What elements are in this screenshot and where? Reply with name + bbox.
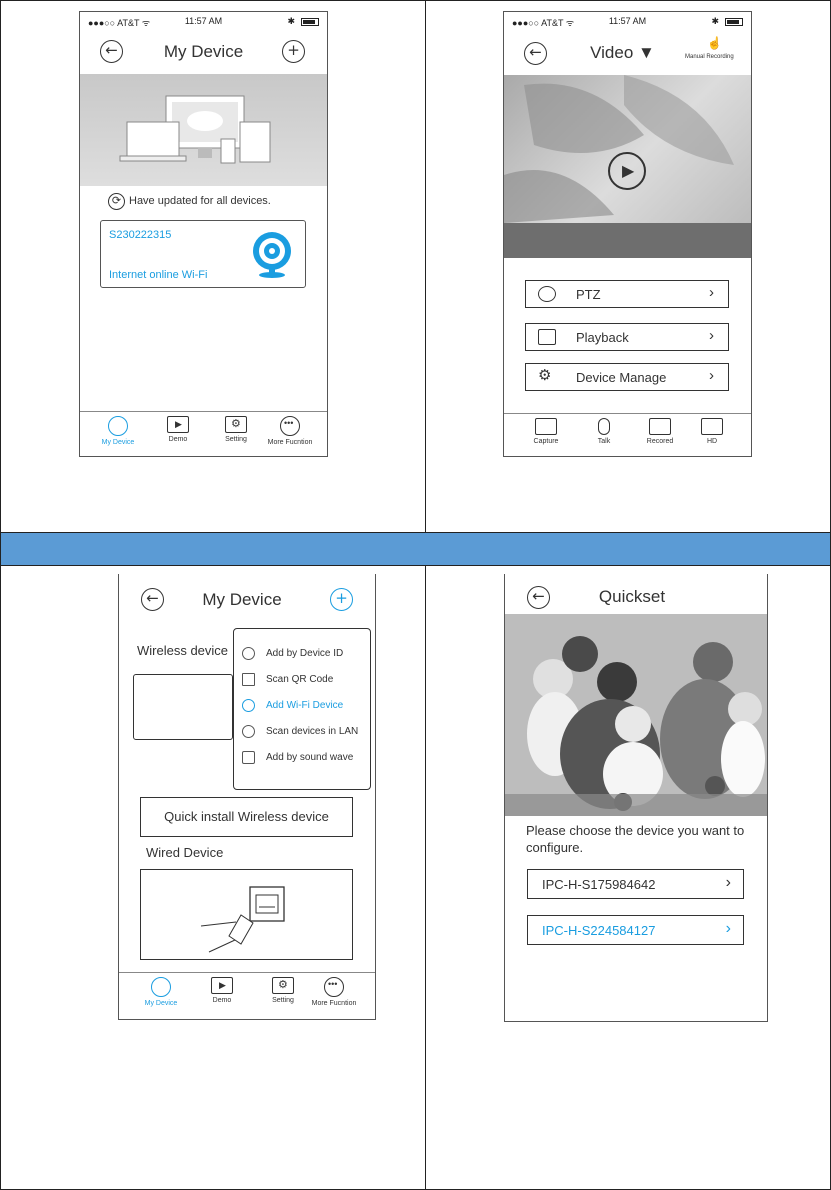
clock-text: 11:57 AM bbox=[184, 16, 223, 26]
dropdown-label: Add Wi-Fi Device bbox=[266, 700, 344, 711]
update-status-text: Have updated for all devices. bbox=[129, 195, 271, 207]
carrier-text: ●●●○○ AT&T ᯤ bbox=[512, 18, 575, 28]
sound-wave-icon bbox=[242, 751, 255, 764]
dropdown-label: Scan devices in LAN bbox=[266, 726, 359, 737]
tab-label: My Device bbox=[101, 439, 135, 446]
wifi-icon bbox=[242, 699, 255, 712]
status-bar bbox=[80, 16, 327, 30]
play-icon[interactable]: ▶ bbox=[608, 152, 646, 190]
wired-device-box[interactable] bbox=[140, 869, 353, 960]
panel-quickset bbox=[504, 574, 768, 1022]
video-icon bbox=[649, 418, 671, 435]
grid-border-left bbox=[0, 0, 1, 1190]
dropdown-label: Add by Device ID bbox=[266, 648, 344, 659]
tool-label: Recored bbox=[646, 438, 674, 445]
menu-label: Device Manage bbox=[576, 370, 667, 385]
plus-icon[interactable]: + bbox=[330, 588, 353, 611]
grid-divider-vertical-bottom bbox=[425, 565, 426, 1190]
panel-my-device bbox=[79, 11, 328, 457]
family-photo bbox=[505, 614, 768, 816]
menu-ptz[interactable] bbox=[525, 280, 729, 308]
battery-icon bbox=[725, 18, 743, 26]
plus-icon[interactable]: + bbox=[282, 40, 305, 63]
tab-my-device[interactable] bbox=[88, 412, 148, 446]
quick-install-button[interactable]: Quick install Wireless device bbox=[140, 797, 353, 837]
page-title: My Device bbox=[163, 42, 244, 61]
tool-talk[interactable] bbox=[574, 414, 634, 445]
tab-setting[interactable] bbox=[206, 412, 266, 443]
dropdown-label: Add by sound wave bbox=[266, 752, 354, 763]
chevron-right-icon: › bbox=[725, 874, 731, 891]
back-arrow-icon[interactable]: ← bbox=[524, 42, 547, 65]
clock-text: 11:57 AM bbox=[608, 16, 647, 26]
chevron-right-icon: › bbox=[725, 920, 731, 937]
gear-icon: ⚙ bbox=[225, 416, 247, 433]
ethernet-plug-illustration bbox=[141, 870, 354, 961]
video-tool-bar bbox=[504, 413, 751, 457]
qr-code-icon bbox=[242, 673, 255, 686]
wired-device-label: Wired Device bbox=[146, 845, 224, 860]
lan-icon bbox=[242, 725, 255, 738]
tool-label: Capture bbox=[533, 438, 559, 445]
gear-icon: ⚙ bbox=[272, 977, 294, 994]
family-photo-illustration bbox=[505, 614, 768, 816]
page-title: My Device bbox=[202, 590, 282, 609]
tab-label: Demo bbox=[168, 436, 188, 443]
tab-label: More Fucntion bbox=[311, 1000, 357, 1007]
back-arrow-icon[interactable]: ← bbox=[100, 40, 123, 63]
grid-divider-vertical-top bbox=[425, 0, 426, 533]
chevron-right-icon: › bbox=[709, 327, 714, 344]
devices-banner bbox=[80, 74, 328, 186]
menu-playback[interactable] bbox=[525, 323, 729, 351]
playback-icon bbox=[538, 329, 556, 345]
panel-video bbox=[503, 11, 752, 457]
device-option-label: IPC-H-S175984642 bbox=[542, 877, 656, 892]
tab-label: Setting bbox=[225, 436, 247, 443]
chevron-right-icon: › bbox=[709, 284, 714, 301]
camera-icon bbox=[249, 229, 295, 279]
device-connection-status: Internet online Wi-Fi bbox=[109, 269, 208, 281]
tab-label: My Device bbox=[144, 1000, 178, 1007]
device-option-1[interactable] bbox=[527, 869, 744, 899]
more-icon: ••• bbox=[280, 416, 300, 436]
status-bar bbox=[504, 16, 751, 30]
tab-label: More Fucntion bbox=[267, 439, 313, 446]
device-option-label: IPC-H-S224584127 bbox=[542, 923, 656, 938]
dropdown-label: Scan QR Code bbox=[266, 674, 334, 685]
hd-icon bbox=[701, 418, 723, 435]
carrier-text: ●●●○○ AT&T ᯤ bbox=[88, 18, 151, 28]
tab-bar bbox=[80, 411, 327, 457]
play-icon: ▶ bbox=[211, 977, 233, 994]
camera-icon bbox=[108, 416, 128, 436]
device-option-2[interactable] bbox=[527, 915, 744, 945]
tool-capture[interactable] bbox=[516, 414, 576, 445]
grid-divider-horizontal-2 bbox=[0, 565, 831, 566]
manual-recording-button[interactable]: Manual Recording bbox=[685, 54, 734, 60]
gear-icon: ⚙ bbox=[538, 367, 552, 384]
page-title[interactable]: Video ▼ bbox=[590, 43, 655, 62]
devices-illustration bbox=[80, 74, 328, 186]
tool-label: Talk bbox=[597, 438, 611, 445]
panel-add-device bbox=[118, 574, 376, 1020]
device-card[interactable] bbox=[100, 220, 306, 288]
back-arrow-icon[interactable]: ← bbox=[141, 588, 164, 611]
back-arrow-icon[interactable]: ← bbox=[527, 586, 550, 609]
choose-device-prompt: Please choose the device you want to configure. bbox=[526, 823, 745, 855]
chevron-right-icon: › bbox=[709, 367, 714, 384]
tab-my-device[interactable] bbox=[131, 973, 191, 1007]
menu-label: PTZ bbox=[576, 287, 601, 302]
camera-icon bbox=[242, 647, 255, 660]
camera-icon bbox=[151, 977, 171, 997]
battery-icon bbox=[301, 18, 319, 26]
tab-demo[interactable] bbox=[192, 973, 252, 1004]
wireless-device-label: Wireless device bbox=[137, 643, 229, 658]
bluetooth-icon: ✱ bbox=[287, 16, 295, 26]
leaf-illustration bbox=[504, 75, 752, 223]
play-icon: ▶ bbox=[167, 416, 189, 433]
grid-border-top bbox=[0, 0, 831, 1]
ptz-icon bbox=[538, 286, 556, 302]
tab-label: Setting bbox=[272, 997, 294, 1004]
video-player[interactable] bbox=[504, 75, 752, 223]
device-id: S230222315 bbox=[109, 229, 172, 241]
menu-label: Playback bbox=[576, 330, 629, 345]
tool-label: HD bbox=[706, 438, 718, 445]
bluetooth-icon: ✱ bbox=[711, 16, 719, 26]
tab-label: Demo bbox=[212, 997, 232, 1004]
more-icon: ••• bbox=[324, 977, 344, 997]
add-device-dropdown bbox=[233, 628, 371, 790]
microphone-icon bbox=[598, 418, 610, 435]
refresh-icon[interactable]: ⟳ bbox=[108, 193, 125, 210]
section-band bbox=[1, 533, 830, 565]
tab-bar bbox=[119, 972, 375, 1020]
menu-device-manage[interactable] bbox=[525, 363, 729, 391]
tab-more-function[interactable] bbox=[304, 973, 364, 1007]
wireless-device-box[interactable] bbox=[133, 674, 233, 740]
tool-record[interactable] bbox=[630, 414, 690, 445]
camera-icon bbox=[535, 418, 557, 435]
video-control-bar bbox=[504, 223, 752, 258]
tab-more-function[interactable] bbox=[260, 412, 320, 446]
tool-hd[interactable] bbox=[682, 414, 742, 445]
page-title: Quickset bbox=[598, 587, 666, 606]
tab-demo[interactable] bbox=[148, 412, 208, 443]
hand-pointer-icon: ☝ bbox=[707, 36, 722, 50]
